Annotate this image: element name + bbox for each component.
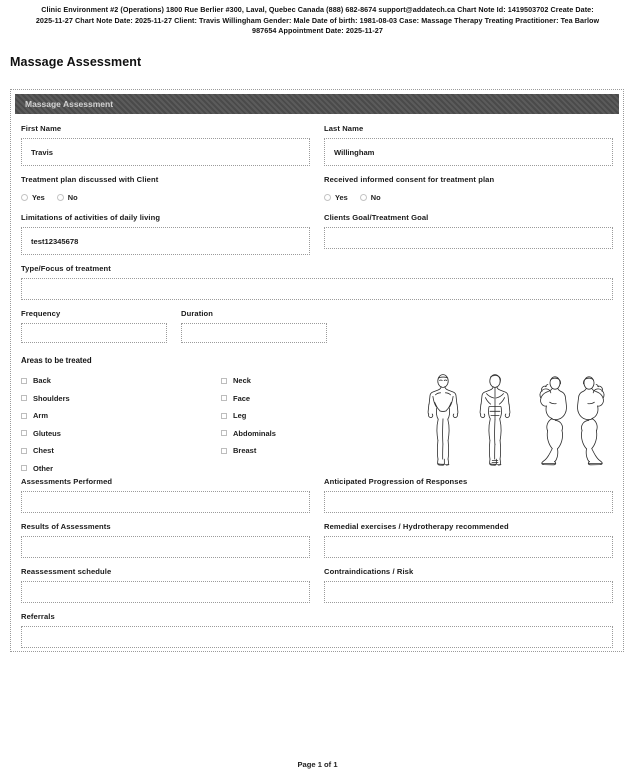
duration-input[interactable] (181, 323, 327, 343)
checkbox-label: Gluteus (33, 428, 61, 438)
results-of-assessments-input[interactable] (21, 536, 310, 558)
col-type-focus (21, 264, 613, 309)
treatment-plan-discussed-yes[interactable] (21, 193, 45, 202)
treatment-plan-discussed-no[interactable] (57, 193, 78, 202)
reassessment-schedule-input[interactable] (21, 581, 310, 603)
informed-consent-no[interactable] (360, 193, 381, 202)
frequency-label: Frequency (21, 309, 61, 318)
type-focus-label: Type/Focus of treatment (21, 264, 111, 273)
checkbox-label: Chest (33, 446, 54, 456)
informed-consent-label: Received informed consent for treatment plan (324, 175, 495, 184)
col-reassessment-schedule (21, 567, 310, 612)
checkbox-label: Other (33, 463, 54, 473)
col-clients-goal (324, 213, 613, 264)
checkbox-label: Neck (233, 376, 251, 386)
checkbox-icon[interactable] (21, 465, 27, 471)
areas-to-be-treated-label: Areas to be treated (21, 356, 92, 365)
checkbox-icon[interactable] (221, 413, 227, 419)
field-treatment-plan-discussed (21, 175, 310, 204)
radio-circle-icon[interactable] (360, 194, 367, 201)
radio-label-no: No (67, 192, 78, 202)
panel-header-title: Massage Assessment (25, 99, 114, 109)
checkbox-label: Shoulders (33, 393, 70, 403)
radio-circle-icon[interactable] (324, 194, 331, 201)
checkbox-icon[interactable] (221, 378, 227, 384)
field-duration (181, 309, 327, 343)
anticipated-progression-label: Anticipated Progression of Responses (324, 477, 468, 486)
meta-header-line-1: Clinic Environment #2 (Operations) 1800 Rue Berlier #300, Laval, Quebec Canada (888) 682-8674 support@addatech.ca Chart Note Id: 1419503702 Create Date: (41, 5, 594, 14)
contraindications-input[interactable] (324, 581, 613, 603)
radio-circle-icon[interactable] (57, 194, 64, 201)
meta-header-line-2: 2025-11-27 Chart Note Date: 2025-11-27 Client: Travis Willingham Gender: Male Date of birth: 1981-08-03 Case: Massage Therapy Treating Practitioner: Tea Barlow (35, 15, 600, 25)
field-last-name (324, 124, 613, 166)
page-footer (0, 760, 635, 769)
checkbox-item-arm[interactable] (21, 407, 221, 425)
checkbox-icon[interactable] (21, 430, 27, 436)
anticipated-progression-input[interactable] (324, 491, 613, 513)
limitations-label: Limitations of activities of daily living (21, 213, 161, 222)
checkbox-label: Leg (233, 411, 247, 421)
reassessment-schedule-label: Reassessment schedule (21, 567, 112, 576)
panel-header-bar (15, 94, 619, 114)
checkbox-label: Breast (233, 446, 257, 456)
checkbox-item-face[interactable] (221, 390, 421, 408)
assessments-performed-label: Assessments Performed (21, 477, 113, 486)
col-first-name (21, 124, 310, 175)
first-name-label: First Name (21, 124, 62, 133)
assessments-performed-input[interactable] (21, 491, 310, 513)
checkbox-item-shoulders[interactable] (21, 390, 221, 408)
frequency-input[interactable] (21, 323, 167, 343)
field-reassessment-schedule (21, 567, 310, 603)
col-treatment-plan-discussed (21, 175, 310, 213)
field-anticipated-progression (324, 477, 613, 513)
col-anticipated-progression (324, 477, 613, 522)
meta-header-line-3: 987654 Appointment Date: 2025-11-27 (252, 26, 383, 35)
body-figures-diagram (421, 372, 623, 477)
figure-anterior (428, 375, 458, 466)
col-last-name (324, 124, 613, 175)
field-results-of-assessments (21, 522, 310, 558)
remedial-exercises-label: Remedial exercises / Hydrotherapy recommended (324, 522, 509, 531)
field-referrals (21, 612, 613, 648)
col-results-of-assessments (21, 522, 310, 567)
field-assessments-performed (21, 477, 310, 513)
radio-label-yes: Yes (335, 192, 348, 202)
col-assessments-performed (21, 477, 310, 522)
row-referrals (21, 612, 613, 657)
row-frequency-duration (21, 309, 613, 352)
first-name-input[interactable]: Travis (21, 138, 310, 166)
field-informed-consent (324, 175, 613, 204)
checkbox-item-back[interactable] (21, 372, 221, 390)
remedial-exercises-input[interactable] (324, 536, 613, 558)
results-of-assessments-label: Results of Assessments (21, 522, 111, 531)
referrals-label: Referrals (21, 612, 55, 621)
duration-label: Duration (181, 309, 214, 318)
informed-consent-radio-group (324, 189, 613, 204)
row-reassessment-contraindications (21, 567, 613, 612)
clients-goal-label: Clients Goal/Treatment Goal (324, 213, 429, 222)
panel-body (11, 114, 623, 657)
last-name-label: Last Name (324, 124, 364, 133)
checkbox-icon[interactable] (221, 430, 227, 436)
checkbox-icon[interactable] (221, 395, 227, 401)
row-assessments (21, 477, 613, 522)
figure-lateral-left (540, 377, 566, 465)
field-contraindications (324, 567, 613, 603)
limitations-input[interactable]: test12345678 (21, 227, 310, 255)
field-first-name (21, 124, 310, 166)
row-consent (21, 175, 613, 213)
row-type-focus (21, 264, 613, 309)
col-limitations (21, 213, 310, 264)
field-type-focus (21, 264, 613, 300)
checkbox-item-other[interactable] (21, 460, 221, 478)
checkbox-item-neck[interactable] (221, 372, 421, 390)
areas-checkbox-columns (21, 372, 421, 477)
checkbox-item-gluteus[interactable] (21, 425, 221, 443)
row-limitations-goal (21, 213, 613, 264)
row-names (21, 124, 613, 175)
page-indicator: Page 1 of 1 (297, 760, 338, 769)
page-title: Massage Assessment (10, 54, 142, 69)
checkbox-label: Face (233, 393, 251, 403)
contraindications-label: Contraindications / Risk (324, 567, 414, 576)
checkbox-item-leg[interactable] (221, 407, 421, 425)
figure-lateral-right (578, 377, 604, 465)
col-frequency (21, 309, 167, 352)
last-name-input[interactable]: Willingham (324, 138, 613, 166)
areas-column-right (221, 372, 421, 477)
field-frequency (21, 309, 167, 343)
checkbox-icon[interactable] (221, 448, 227, 454)
clients-goal-input[interactable] (324, 227, 613, 249)
checkbox-item-abdominals[interactable] (221, 425, 421, 443)
radio-label-no: No (370, 192, 381, 202)
areas-to-be-treated-section (21, 372, 613, 477)
col-referrals (21, 612, 613, 657)
radio-label-yes: Yes (32, 192, 45, 202)
checkbox-icon[interactable] (21, 413, 27, 419)
col-informed-consent (324, 175, 613, 213)
informed-consent-yes[interactable] (324, 193, 348, 202)
checkbox-label: Abdominals (233, 428, 276, 438)
referrals-input[interactable] (21, 626, 613, 648)
radio-circle-icon[interactable] (21, 194, 28, 201)
field-limitations (21, 213, 310, 255)
checkbox-icon[interactable] (21, 378, 27, 384)
col-remedial-exercises (324, 522, 613, 567)
field-remedial-exercises (324, 522, 613, 558)
massage-assessment-panel (10, 89, 624, 652)
body-figures-svg (421, 372, 617, 468)
checkbox-icon[interactable] (21, 448, 27, 454)
document-meta-header (0, 0, 635, 37)
col-duration (181, 309, 327, 352)
checkbox-label: Arm (33, 411, 49, 421)
areas-column-left (21, 372, 221, 477)
checkbox-icon[interactable] (21, 395, 27, 401)
checkbox-item-chest[interactable] (21, 442, 221, 460)
figure-posterior (480, 375, 510, 466)
checkbox-item-breast[interactable] (221, 442, 421, 460)
type-focus-input[interactable] (21, 278, 613, 300)
treatment-plan-discussed-radio-group (21, 189, 310, 204)
col-contraindications (324, 567, 613, 612)
row-results-remedial (21, 522, 613, 567)
checkbox-label: Back (33, 376, 51, 386)
treatment-plan-discussed-label: Treatment plan discussed with Client (21, 175, 159, 184)
field-clients-goal (324, 213, 613, 249)
